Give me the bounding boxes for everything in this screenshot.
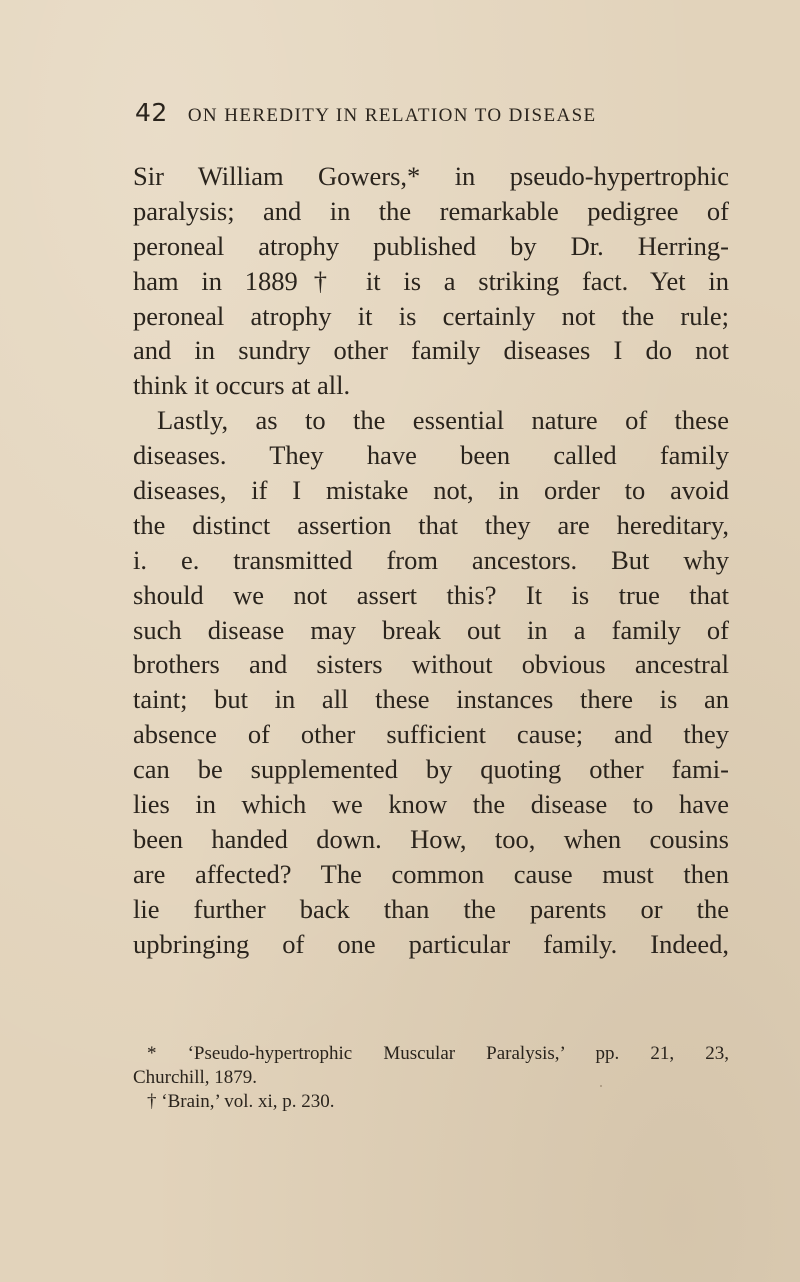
text-line: upbringing of one particular family. Indeed, [133, 928, 729, 959]
running-title: ON HEREDITY IN RELATION TO DISEASE [187, 105, 597, 126]
body-text [133, 159, 729, 961]
text-line: such disease may break out in a family of [133, 614, 729, 645]
text-line: should we not assert this? It is true that [133, 579, 729, 610]
text-line: and in sundry other family diseases I do not [133, 335, 729, 366]
text-line: lie further back than the parents or the [133, 893, 729, 924]
text-line: ham in 1889† it is a striking fact. Yet in [133, 265, 729, 296]
footnotes [133, 1042, 729, 1114]
page-number: 42 [135, 98, 168, 127]
text-line: been handed down. How, too, when cousins [133, 823, 729, 854]
text-line: peroneal atrophy published by Dr. Herring- [133, 230, 729, 261]
text-line: can be supplemented by quoting other fami- [133, 754, 729, 785]
page-header [135, 98, 695, 138]
text-line: taint; but in all these instances there is an [133, 684, 729, 715]
footnote-line: * ‘Pseudo-hypertrophic Muscular Paralysis,’ pp. 21, 23, [147, 1043, 729, 1064]
footnote-line: † ‘Brain,’ vol. xi, p. 230. [147, 1091, 335, 1112]
text-line: diseases. They have been called family [133, 440, 729, 471]
text-line: peroneal atrophy it is certainly not the rule; [133, 300, 729, 331]
text-line: paralysis; and in the remarkable pedigree of [133, 195, 729, 226]
text-line: diseases, if I mistake not, in order to avoid [133, 475, 729, 506]
footnote-line: Churchill, 1879. [133, 1067, 258, 1088]
text-line: Sir William Gowers,* in pseudo-hypertrophic [133, 161, 729, 191]
text-line: Lastly, as to the essential nature of these [157, 405, 729, 436]
text-line: are affected? The common cause must then [133, 858, 729, 889]
text-line: think it occurs at all. [133, 370, 351, 401]
text-line: lies in which we know the disease to have [133, 789, 729, 820]
paper-speck [600, 1085, 602, 1087]
text-line: absence of other sufficient cause; and they [133, 719, 729, 750]
text-line: brothers and sisters without obvious ancestral [133, 649, 729, 680]
text-line: i. e. transmitted from ancestors. But why [133, 544, 729, 575]
text-line: the distinct assertion that they are hereditary, [133, 509, 729, 540]
